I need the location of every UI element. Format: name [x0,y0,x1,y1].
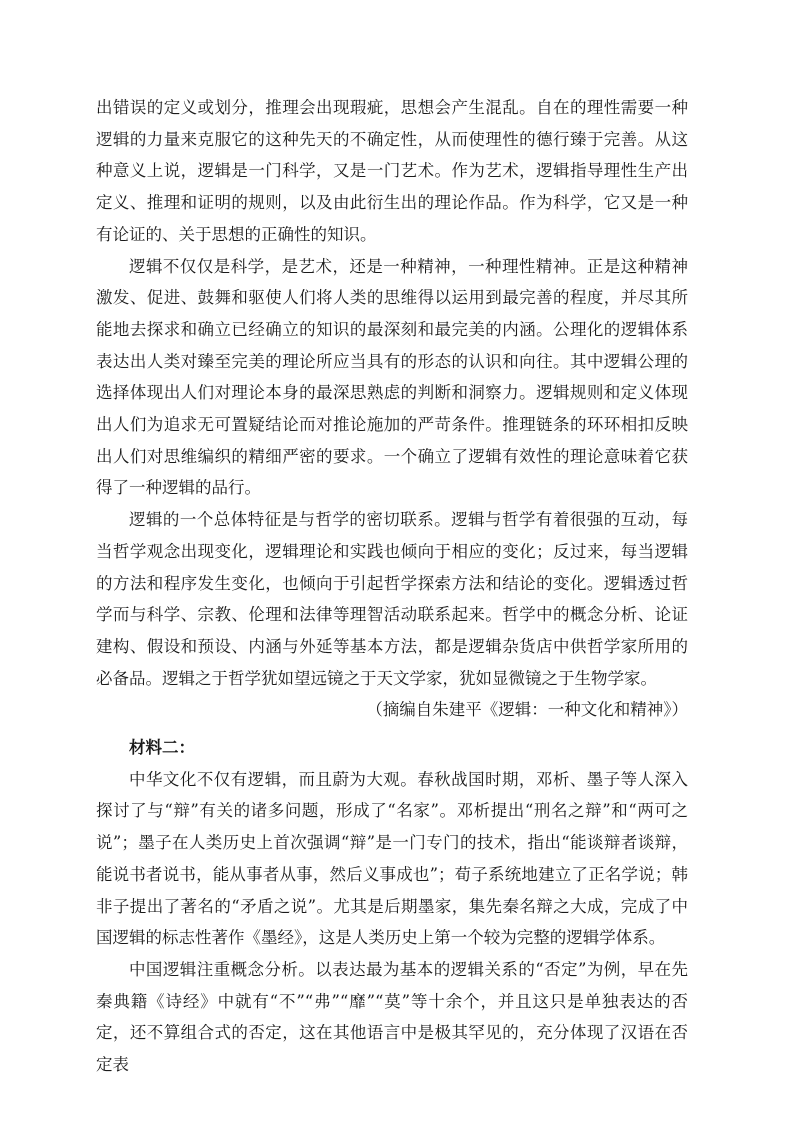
paragraph-4: 中华文化不仅有逻辑，而且蔚为大观。春秋战国时期，邓析、墨子等人深入探讨了与“辩”有关的诸多问题，形成了“名家”。邓析提出“刑名之辩”和“两可之说”；墨子在人类历史上首次强调“辩”是一门专门的技术，指出“能谈辩者谈辩，能说书者说书，能从事者从事，然后义事成也”；荀子系统地建立了正名学说；韩非子提出了著名的“矛盾之说”。尤其是后期墨家，集先秦名辩之大成，完成了中国逻辑的标志性著作《墨经》，这是人类历史上第一个较为完整的逻辑学体系。 [96,769,688,948]
paragraph-3: 逻辑的一个总体特征是与哲学的密切联系。逻辑与哲学有着很强的互动，每当哲学观念出现变化，逻辑理论和实践也倾向于相应的变化；反过来，每当逻辑的方法和程序发生变化，也倾向于引起哲学探索方法和结论的变化。逻辑透过哲学而与科学、宗教、伦理和法律等理智活动联系起来。哲学中的概念分析、论证建构、假设和预设、内涵与外延等基本方法，都是逻辑杂货店中供哲学家所用的必备品。逻辑之于哲学犹如望远镜之于天文学家，犹如显微镜之于生物学家。 [96,510,688,688]
document-page [96,92,688,1081]
paragraph-1: 出错误的定义或划分，推理会出现瑕疵，思想会产生混乱。自在的理性需要一种逻辑的力量来克服它的这种先天的不确定性，从而使理性的德行臻于完善。从这种意义上说，逻辑是一门科学，又是一门艺术。作为艺术，逻辑指导理性生产出定义、推理和证明的规则，以及由此衍生出的理论作品。作为科学，它又是一种有论证的、关于思想的正确性的知识。 [96,98,688,244]
paragraph-5: 中国逻辑注重概念分析。以表达最为基本的逻辑关系的“否定”为例，早在先秦典籍《诗经》中就有“不”“弗”“靡”“莫”等十余个，并且这只是单独表达的否定，还不算组合式的否定，这在其他语言中是极其罕见的，充分体现了汉语在否定表 [96,959,688,1075]
paragraph-2: 逻辑不仅仅是科学，是艺术，还是一种精神，一种理性精神。正是这种精神激发、促进、鼓舞和驱使人们将人类的思维得以运用到最完善的程度，并尽其所能地去探求和确立已经确立的知识的最深刻和最完美的内涵。公理化的逻辑体系表达出人类对臻至完美的理论所应当具有的形态的认识和向往。其中逻辑公理的选择体现出人们对理论本身的最深思熟虑的判断和洞察力。逻辑规则和定义体现出人们为追求无可置疑结论而对推论施加的严苛条件。推理链条的环环相扣反映出人们对思维编织的精细严密的要求。一个确立了逻辑有效性的理论意味着它获得了一种逻辑的品行。 [96,256,688,498]
section-heading-material-2: 材料二： [129,738,195,758]
source-citation: （摘编自朱建平《逻辑：一种文化和精神》） [366,700,688,720]
